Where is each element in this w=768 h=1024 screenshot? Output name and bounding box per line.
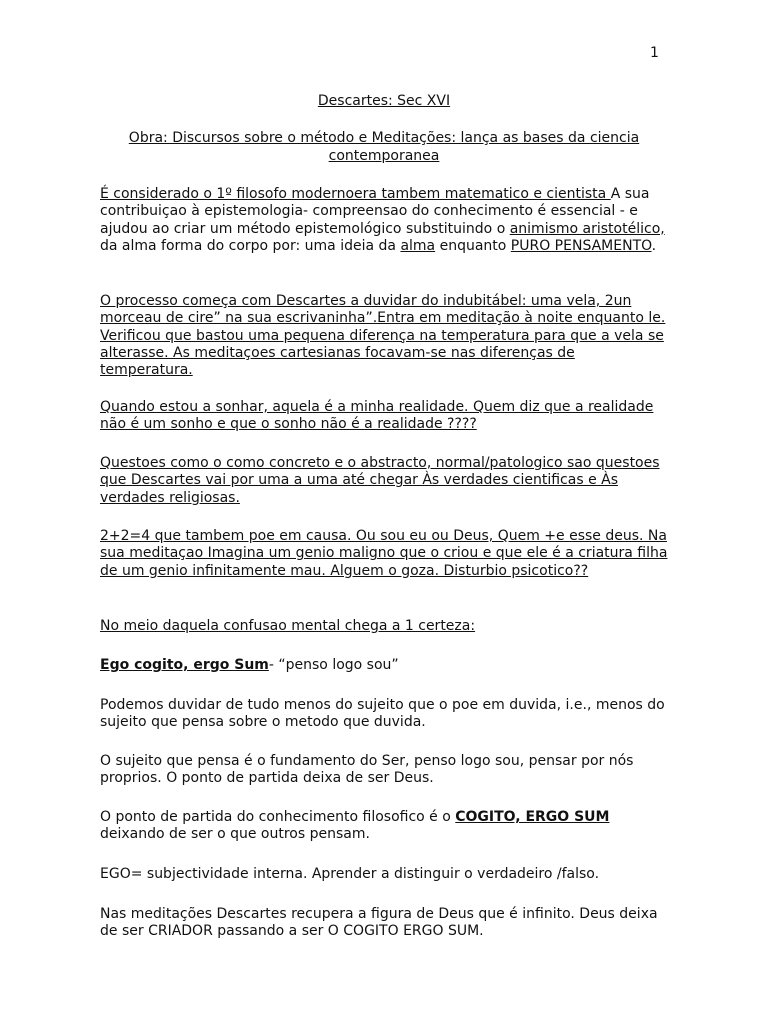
starting-point-text-a: O ponto de partida do conhecimento filosofico é o bbox=[100, 809, 456, 825]
subtitle-line-1: Obra: Discursos sobre o método e Meditações: lança as bases da ciencia bbox=[128, 130, 640, 146]
paragraph-meditations: Nas meditações Descartes recupera a figura de Deus que é infinito. Deus deixa de ser CRIADOR passando a ser O COGITO ERGO SUM. bbox=[100, 906, 658, 940]
starting-point-cogito: COGITO, ERGO SUM bbox=[455, 809, 610, 825]
paragraph-ego: EGO= subjectividade interna. Aprender a distinguir o verdadeiro /falso. bbox=[100, 866, 600, 882]
intro-text-e: alma bbox=[400, 237, 436, 254]
paragraph-dream: Quando estou a sonhar, aquela é a minha realidade. Quem diz que a realidade não é um sonho e que o sonho não é a realidade ???? bbox=[100, 399, 654, 433]
intro-text-h: . bbox=[651, 237, 657, 254]
intro-text-g: PURO PENSAMENTO bbox=[510, 237, 652, 254]
paragraph-certainty: No meio daquela confusao mental chega a 1 certeza: bbox=[100, 618, 476, 634]
intro-text-a: É considerado o 1º filosofo modernoera tambem matematico e cientista bbox=[100, 186, 611, 202]
paragraph-starting-point bbox=[100, 809, 668, 844]
subtitle-line-2: contemporanea bbox=[328, 148, 440, 164]
cogito-translation: - “penso logo sou” bbox=[268, 657, 399, 673]
intro-text-f: enquanto bbox=[435, 237, 511, 254]
document-title: Descartes: Sec XVI bbox=[317, 93, 451, 109]
intro-text-d: da alma forma do corpo por: uma ideia da bbox=[100, 237, 401, 254]
cogito-phrase: Ego cogito, ergo Sum bbox=[100, 657, 269, 673]
paragraph-intro bbox=[100, 186, 668, 255]
paragraph-questions: Questoes como o como concreto e o abstracto, normal/patologico sao questoes que Descartes vai por uma a uma até chegar Às verdades cientificas e Às verdades religiosas. bbox=[100, 455, 660, 506]
intro-text-c: animismo aristotélico, bbox=[509, 220, 665, 237]
page-number: 1 bbox=[650, 45, 659, 61]
paragraph-genius: 2+2=4 que tambem poe em causa. Ou sou eu ou Deus, Quem +e esse deus. Na sua meditaçao Imagina um genio maligno que o criou e que ele é a criatura filha de um genio infinitamente mau. Alguem o goza. Disturbio psicotico?? bbox=[100, 528, 668, 579]
paragraph-doubt: Podemos duvidar de tudo menos do sujeito que o poe em duvida, i.e., menos do sujeito que pensa sobre o metodo que duvida. bbox=[100, 697, 665, 731]
paragraph-subject: O sujeito que pensa é o fundamento do Ser, penso logo sou, pensar por nós proprios. O ponto de partida deixa de ser Deus. bbox=[100, 753, 634, 787]
paragraph-cogito bbox=[100, 657, 668, 674]
paragraph-process: O processo começa com Descartes a duvidar do indubitábel: uma vela, 2un morceau de cire” na sua escrivaninha”.Entra em meditação à noite enquanto le. Verificou que bastou uma pequena diferença na temperatura para que a vela se alterasse. As meditaçoes cartesianas focavam-se nas diferenças de temperatura. bbox=[100, 293, 666, 379]
document-subtitle bbox=[100, 129, 668, 165]
intro-text-b: A sua contribuiçao à epistemologia- compreensao do conhecimento é essencial - e ajudou ao criar um método epistemológico substituindo o bbox=[100, 186, 650, 237]
starting-point-text-c: deixando de ser o que outros pensam. bbox=[100, 826, 370, 843]
